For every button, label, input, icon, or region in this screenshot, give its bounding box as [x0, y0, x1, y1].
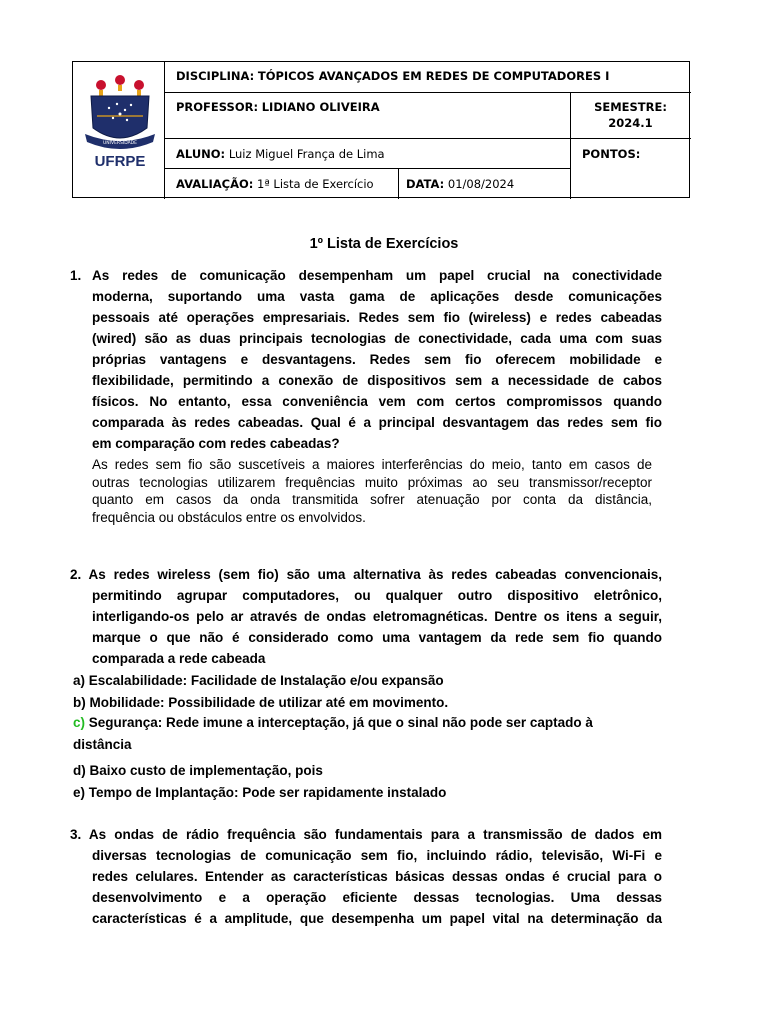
text-line: próprias vantagens e desvantagens. Redes sem fio oferecem mobilidade e	[92, 352, 662, 367]
professor-label: PROFESSOR:	[176, 100, 259, 114]
text-line: pessoais até operações empresariais. Redes sem fio (wireless) e redes cabeadas	[92, 310, 662, 325]
text-line: quanto em casos da onda transmitida sofrer atenuação por conta da distância,	[92, 492, 652, 507]
disciplina-label: DISCIPLINA:	[176, 69, 255, 83]
divider	[398, 168, 399, 199]
option-letter: a)	[73, 673, 86, 688]
aluno-label: ALUNO:	[176, 147, 226, 161]
ufrpe-logo	[79, 70, 161, 188]
divider	[164, 62, 165, 199]
pontos-label: PONTOS:	[582, 147, 641, 161]
option-letter-selected: c)	[73, 715, 86, 730]
divider	[164, 168, 570, 169]
text-line: permitindo agrupar computadores, ou qualquer outro dispositivo eletrônico,	[92, 588, 662, 603]
semestre-value: 2024.1	[608, 116, 653, 130]
text-line: desenvolvimento e a operação eficiente dessas tecnologias. Uma dessas	[92, 890, 662, 905]
disciplina-cell	[176, 69, 609, 83]
text-line: redes celulares. Entender as características básicas dessas ondas é crucial para o	[92, 869, 662, 884]
text-line: comparada a rede cabeada	[92, 651, 266, 666]
question-text	[92, 585, 662, 669]
text-line: (wired) são as duas principais tecnologias de conectividade, cada uma com suas	[92, 331, 662, 346]
option-text: distância	[73, 737, 132, 752]
option-text: Baixo custo de implementação, pois	[89, 763, 323, 778]
text-line: frequência ou obstáculos entre os envolvidos.	[92, 509, 366, 525]
option-b[interactable]	[73, 695, 448, 710]
text-line: interligando-os pelo ar através de ondas eletromagnéticas. Dentre os itens a seguir,	[92, 609, 662, 624]
pontos-cell	[582, 147, 640, 161]
text-line: outras tecnologias utilizarem frequências muito próximas ao seu transmissor/receptor	[92, 474, 652, 490]
text-line: As redes sem fio são suscetíveis a maiores interferências do meio, tanto em casos de	[92, 457, 652, 472]
data-cell	[406, 177, 514, 191]
divider	[164, 92, 691, 93]
text-line: comparada às redes cabeadas. Qual é a principal desvantagem das redes sem fio	[92, 415, 662, 430]
text-line: diversas tecnologias de comunicação sem fio, incluindo rádio, televisão, Wi-Fi e	[92, 848, 662, 863]
text-line: físicos. No entanto, essa conveniência vem com certos compromissos quando	[92, 394, 662, 409]
page-title: 1º Lista de Exercícios	[309, 236, 459, 252]
question-number: 1.	[70, 268, 82, 283]
data-value: 01/08/2024	[447, 177, 515, 191]
option-text: Tempo de Implantação: Pode ser rapidamente instalado	[88, 785, 447, 800]
disciplina-value: TÓPICOS AVANÇADOS EM REDES DE COMPUTADORES I	[257, 69, 610, 83]
text-line: em comparação com redes cabeadas?	[92, 436, 340, 451]
question-text	[70, 564, 662, 585]
option-text: Mobilidade: Possibilidade de utilizar até em movimento.	[89, 695, 449, 710]
option-d[interactable]	[73, 763, 323, 778]
text-line: 2. As redes wireless (sem fio) são uma alternativa às redes cabeadas convencionais,	[70, 567, 662, 582]
avaliacao-value: 1ª Lista de Exercício	[257, 177, 374, 191]
question-text	[70, 824, 662, 845]
option-e[interactable]	[73, 785, 446, 800]
data-label: DATA:	[406, 177, 445, 191]
option-text: Segurança: Rede imune a interceptação, já que o sinal não pode ser captado à	[88, 715, 593, 730]
option-letter: e)	[73, 785, 86, 800]
question-text	[92, 265, 662, 454]
header-table	[72, 61, 690, 198]
aluno-value: Luiz Miguel França de Lima	[228, 147, 385, 161]
svg-text:UNIVERSIDADE: UNIVERSIDADE	[103, 141, 137, 146]
option-a[interactable]	[73, 673, 444, 688]
option-c[interactable]	[73, 715, 593, 730]
text-line: As redes de comunicação desempenham um papel crucial na conectividade	[92, 268, 662, 283]
aluno-cell	[176, 147, 385, 161]
text-line: marque o que não é considerado como uma vantagem da rede sem fio quando	[92, 630, 662, 645]
professor-cell	[176, 100, 380, 114]
text-line: 3. As ondas de rádio frequência são fundamentais para a transmissão de dados em	[70, 827, 662, 842]
semestre-label: SEMESTRE:	[594, 100, 667, 114]
avaliacao-label: AVALIAÇÃO:	[176, 177, 254, 191]
option-letter: d)	[73, 763, 86, 778]
text-line: flexibilidade, permitindo a conexão de dispositivos sem a necessidade de cabos	[92, 373, 662, 388]
professor-value: LIDIANO OLIVEIRA	[261, 100, 380, 114]
logo-text: UFRPE	[94, 153, 146, 170]
divider	[164, 138, 691, 139]
avaliacao-cell	[176, 177, 374, 191]
text-line: características é a amplitude, que desempenha um papel vital na determinação da	[92, 911, 662, 926]
option-c-continuation	[73, 737, 132, 752]
option-letter: b)	[73, 695, 86, 710]
text-line: moderna, suportando uma vasta gama de aplicações desde comunicações	[92, 289, 662, 304]
answer-text	[92, 456, 652, 526]
semestre-cell	[570, 100, 691, 130]
question-text	[92, 845, 662, 929]
option-text: Escalabilidade: Facilidade de Instalação e/ou expansão	[88, 673, 444, 688]
